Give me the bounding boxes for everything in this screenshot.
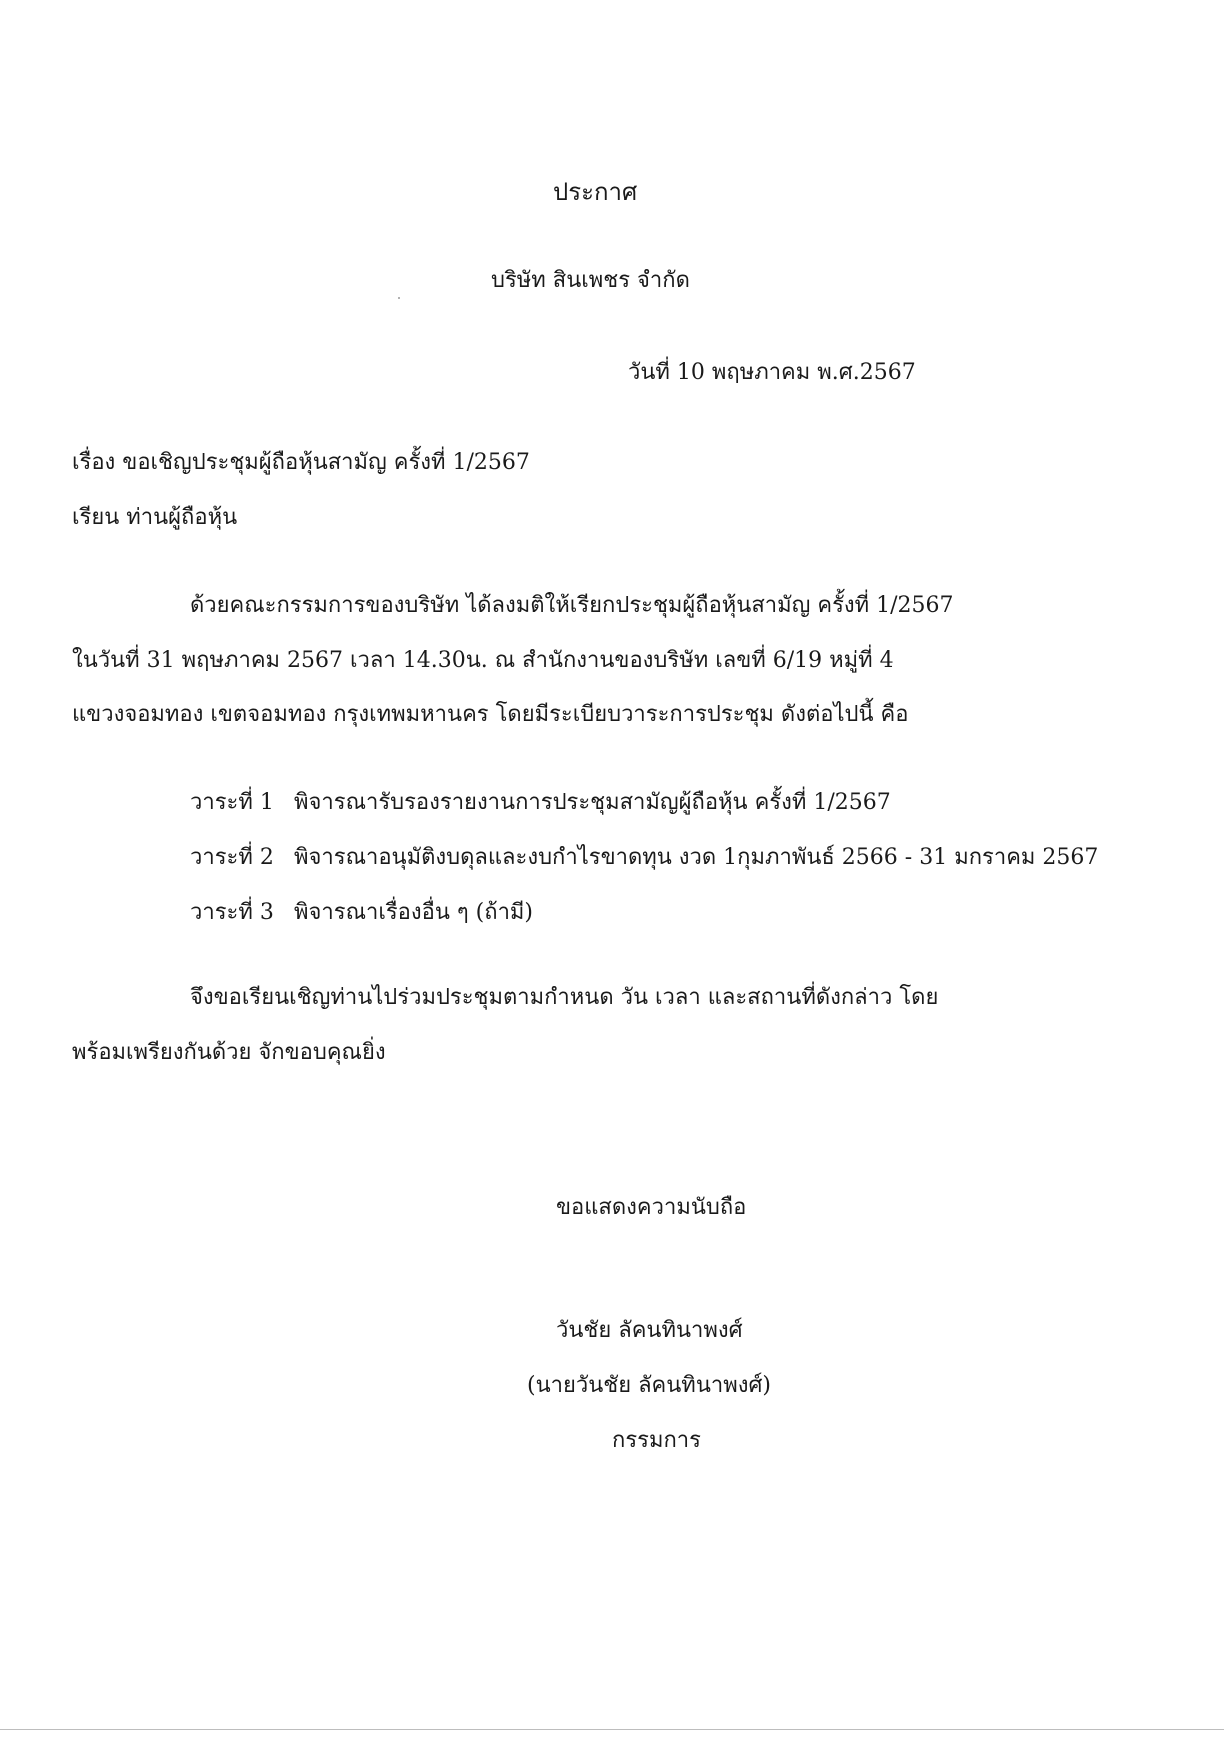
agenda-number: วาระที่ 3 [190, 900, 274, 925]
scan-edge-line [0, 1729, 1224, 1730]
scan-speck [398, 297, 400, 299]
company-name: บริษัท สินเพชร จำกัด [491, 268, 690, 293]
subject-line: เรื่อง ขอเชิญประชุมผู้ถือหุ้นสามัญ ครั้งที่ 1/2567 [72, 450, 530, 475]
body-line: ในวันที่ 31 พฤษภาคม 2567 เวลา 14.30น. ณ สำนักงานของบริษัท เลขที่ 6/19 หมู่ที่ 4 [72, 648, 894, 673]
agenda-item [190, 790, 891, 816]
signer-position: กรรมการ [612, 1428, 701, 1453]
agenda-text: พิจารณารับรองรายงานการประชุมสามัญผู้ถือหุ้น ครั้งที่ 1/2567 [294, 790, 891, 815]
announcement-date: วันที่ 10 พฤษภาคม พ.ศ.2567 [628, 360, 916, 385]
signer-printed-name: (นายวันชัย ลัคนทินาพงศ์) [527, 1373, 771, 1398]
recipient-line: เรียน ท่านผู้ถือหุ้น [72, 505, 238, 530]
closing-regards: ขอแสดงความนับถือ [556, 1195, 747, 1220]
body-line: ด้วยคณะกรรมการของบริษัท ได้ลงมติให้เรียกประชุมผู้ถือหุ้นสามัญ ครั้งที่ 1/2567 [190, 593, 954, 618]
closing-line: จึงขอเรียนเชิญท่านไปร่วมประชุมตามกำหนด วัน เวลา และสถานที่ดังกล่าว โดย [190, 985, 939, 1010]
signer-name: วันชัย ลัคนทินาพงศ์ [556, 1318, 743, 1343]
agenda-item [190, 845, 1098, 871]
body-line: แขวงจอมทอง เขตจอมทอง กรุงเทพมหานคร โดยมีระเบียบวาระการประชุม ดังต่อไปนี้ คือ [72, 702, 909, 727]
agenda-number: วาระที่ 1 [190, 790, 274, 815]
announcement-title: ประกาศ [553, 178, 638, 206]
agenda-number: วาระที่ 2 [190, 845, 274, 870]
closing-line: พร้อมเพรียงกันด้วย จักขอบคุณยิ่ง [72, 1040, 386, 1065]
agenda-item [190, 900, 533, 926]
agenda-text: พิจารณาเรื่องอื่น ๆ (ถ้ามี) [294, 900, 534, 925]
agenda-text: พิจารณาอนุมัติงบดุลและงบกำไรขาดทุน งวด 1กุมภาพันธ์ 2566 - 31 มกราคม 2567 [294, 845, 1099, 870]
